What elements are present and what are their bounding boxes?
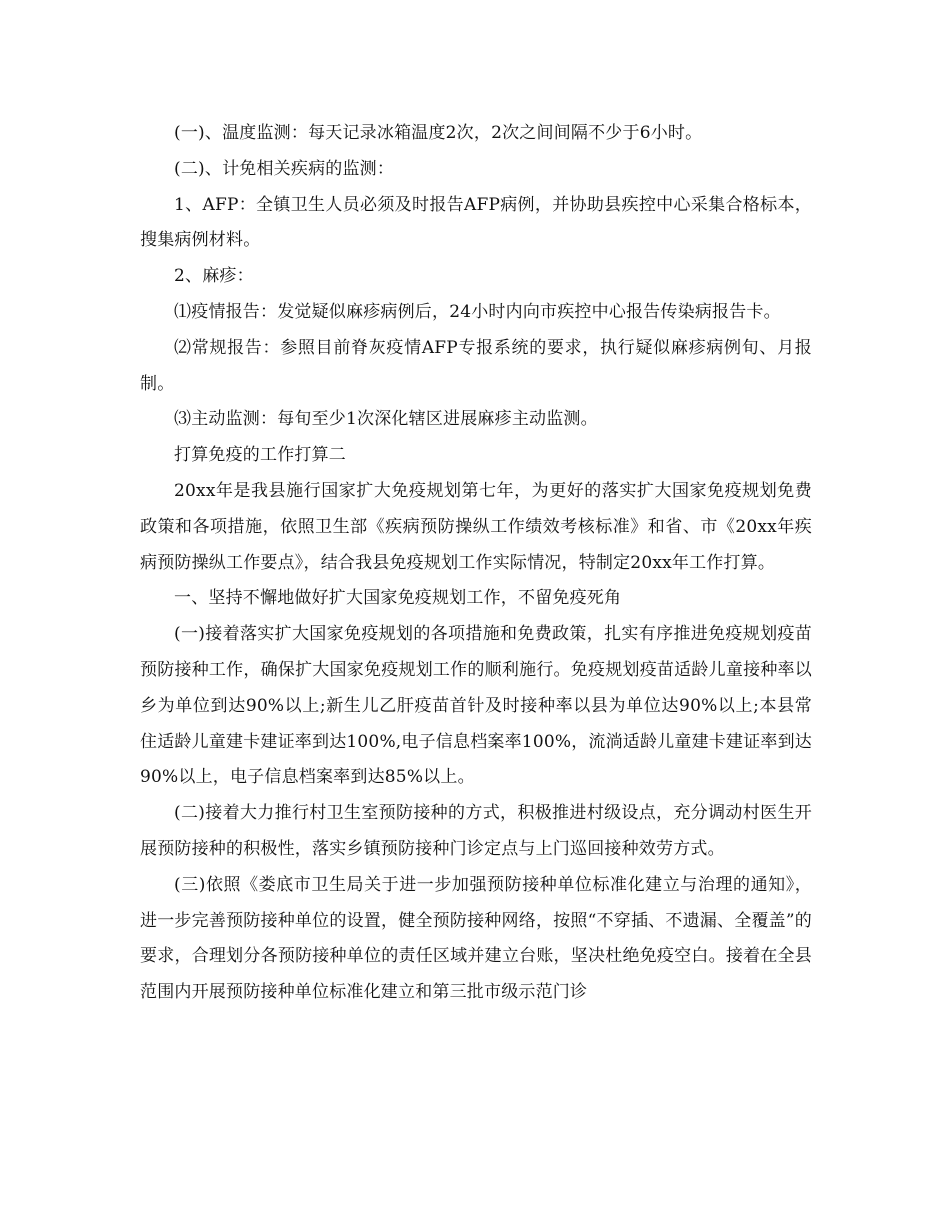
document-body (140, 116, 812, 1011)
paragraph-item-2: (二)接着大力推行村卫生室预防接种的方式，积极推进村级设点，充分调动村医生开展预防接种的积极性，落实乡镇预防接种门诊定点与上门巡回接种效劳方式。 (140, 803, 812, 859)
paragraph-active-monitoring: ⑶主动监测：每旬至少1次深化辖区进展麻疹主动监测。 (174, 409, 598, 430)
paragraph-measles-heading: 2、麻疹： (174, 266, 254, 287)
paragraph-intro: 20xx年是我县施行国家扩大免疫规划第七年，为更好的落实扩大国家免疫规划免费政策和各项措施，依照卫生部《疾病预防操纵工作绩效考核标准》和省、市《20xx年疾病预防操纵工作要点》，结合我县免疫规划工作实际情况，特制定20xx年工作打算。 (140, 480, 812, 573)
paragraph-temperature-monitoring: (一)、温度监测：每天记录冰箱温度2次，2次之间间隔不少于6小时。 (174, 123, 703, 143)
paragraph-afp: 1、AFP：全镇卫生人员必须及时报告AFP病例，并协助县疾控中心采集合格标本，搜集病例材料。 (140, 194, 812, 251)
paragraph-item-3: (三)依照《娄底市卫生局关于进一步加强预防接种单位标准化建立与治理的通知》，进一步完善预防接种单位的设置，健全预防接种网络，按照“不穿插、不遗漏、全覆盖”的要求，合理划分各预防接种单位的责任区域并建立台账，坚决杜绝免疫空白。接着在全县范围内开展预防接种单位标准化建立和第三批市级示范门诊 (140, 874, 812, 1003)
paragraph-item-1: (一)接着落实扩大国家免疫规划的各项措施和免费政策，扎实有序推进免疫规划疫苗预防接种工作，确保扩大国家免疫规划工作的顺利施行。免疫规划疫苗适龄儿童接种率以乡为单位到达90%以上;新生儿乙肝疫苗首针及时接种率以县为单位达90%以上;本县常住适龄儿童建卡建证率到达100%,电子信息档案率100%，流淌适龄儿童建卡建证率到达90%以上，电子信息档案率到达85%以上。 (140, 624, 813, 788)
paragraph-disease-monitoring-heading: (二)、计免相关疾病的监测： (174, 158, 395, 179)
section-heading-1: 一、坚持不懈地做好扩大国家免疫规划工作，不留免疫死角 (174, 588, 622, 609)
section-title: 打算免疫的工作打算二 (174, 445, 346, 466)
paragraph-routine-report: ⑵常规报告：参照目前脊灰疫情AFP专报系统的要求，执行疑似麻疹病例旬、月报制。 (140, 337, 812, 394)
paragraph-epidemic-report: ⑴疫情报告：发觉疑似麻疹病例后，24小时内向市疾控中心报告传染病报告卡。 (174, 301, 781, 322)
